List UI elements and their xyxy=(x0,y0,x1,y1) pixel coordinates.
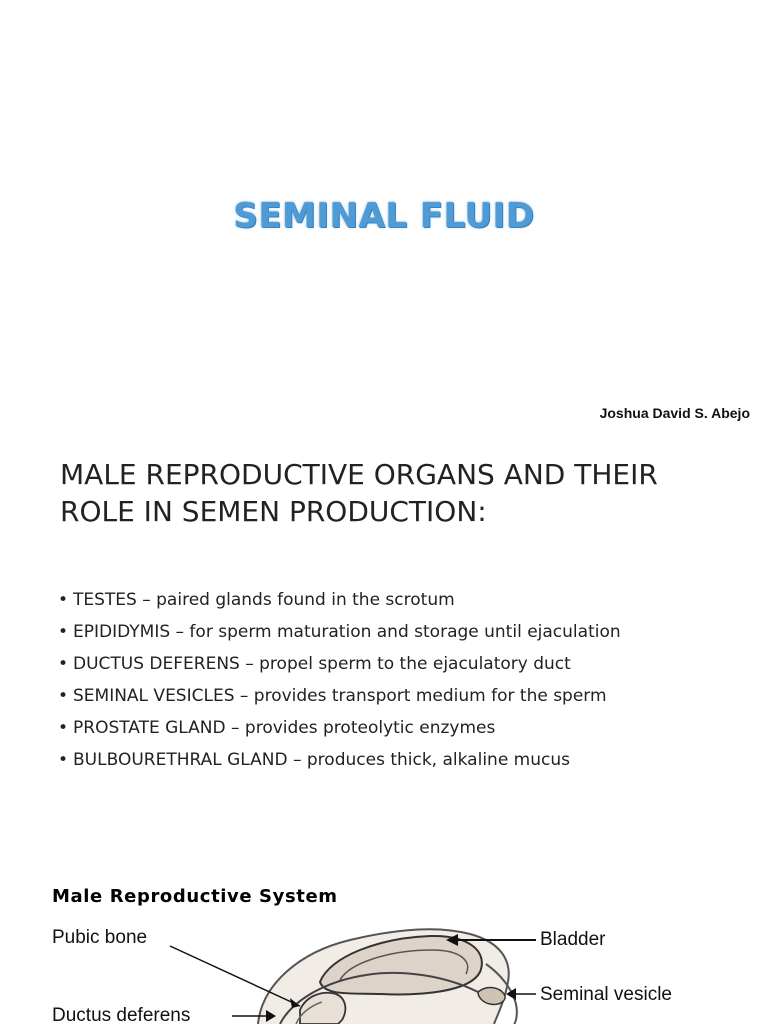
bullet-text: SEMINAL VESICLES – provides transport medium for the sperm xyxy=(73,686,607,706)
bullet-icon: • xyxy=(58,654,69,674)
label-pubic-bone: Pubic bone xyxy=(52,927,148,948)
bullet-item xyxy=(58,680,758,712)
bullet-icon: • xyxy=(58,590,69,610)
title-slide xyxy=(0,0,768,432)
diagram-title: Male Reproductive System xyxy=(52,886,338,907)
bullet-icon: • xyxy=(58,750,69,770)
slide-title: SEMINAL FLUID xyxy=(233,196,535,236)
bullet-text: BULBOURETHRAL GLAND – produces thick, alkaline mucus xyxy=(73,750,570,770)
bullet-text: EPIDIDYMIS – for sperm maturation and storage until ejaculation xyxy=(73,622,621,642)
bullet-item xyxy=(58,744,758,776)
author-name: Joshua David S. Abejo xyxy=(599,405,750,421)
bullet-item xyxy=(58,616,758,648)
bullet-text: PROSTATE GLAND – provides proteolytic enzymes xyxy=(73,718,496,738)
bullet-item xyxy=(58,712,758,744)
pubic-bone-leader xyxy=(170,946,300,1006)
bullet-icon: • xyxy=(58,686,69,706)
bullet-item xyxy=(58,584,758,616)
label-seminal-vesicle: Seminal vesicle xyxy=(540,984,672,1005)
bullet-icon: • xyxy=(58,622,69,642)
label-bladder: Bladder xyxy=(540,929,606,950)
heading-line-1: MALE REPRODUCTIVE ORGANS AND THEIR xyxy=(60,458,658,491)
label-ductus-deferens: Ductus deferens xyxy=(52,1005,191,1024)
bullet-text: DUCTUS DEFERENS – propel sperm to the ejaculatory duct xyxy=(73,654,571,674)
heading-line-2: ROLE IN SEMEN PRODUCTION: xyxy=(60,495,487,528)
bullet-icon: • xyxy=(58,718,69,738)
slide-heading xyxy=(60,456,740,530)
bullet-text: TESTES – paired glands found in the scrotum xyxy=(73,590,455,610)
bullet-item xyxy=(58,648,758,680)
organs-slide xyxy=(0,432,768,864)
diagram-slide xyxy=(0,864,768,1024)
organ-bullet-list xyxy=(58,584,758,776)
